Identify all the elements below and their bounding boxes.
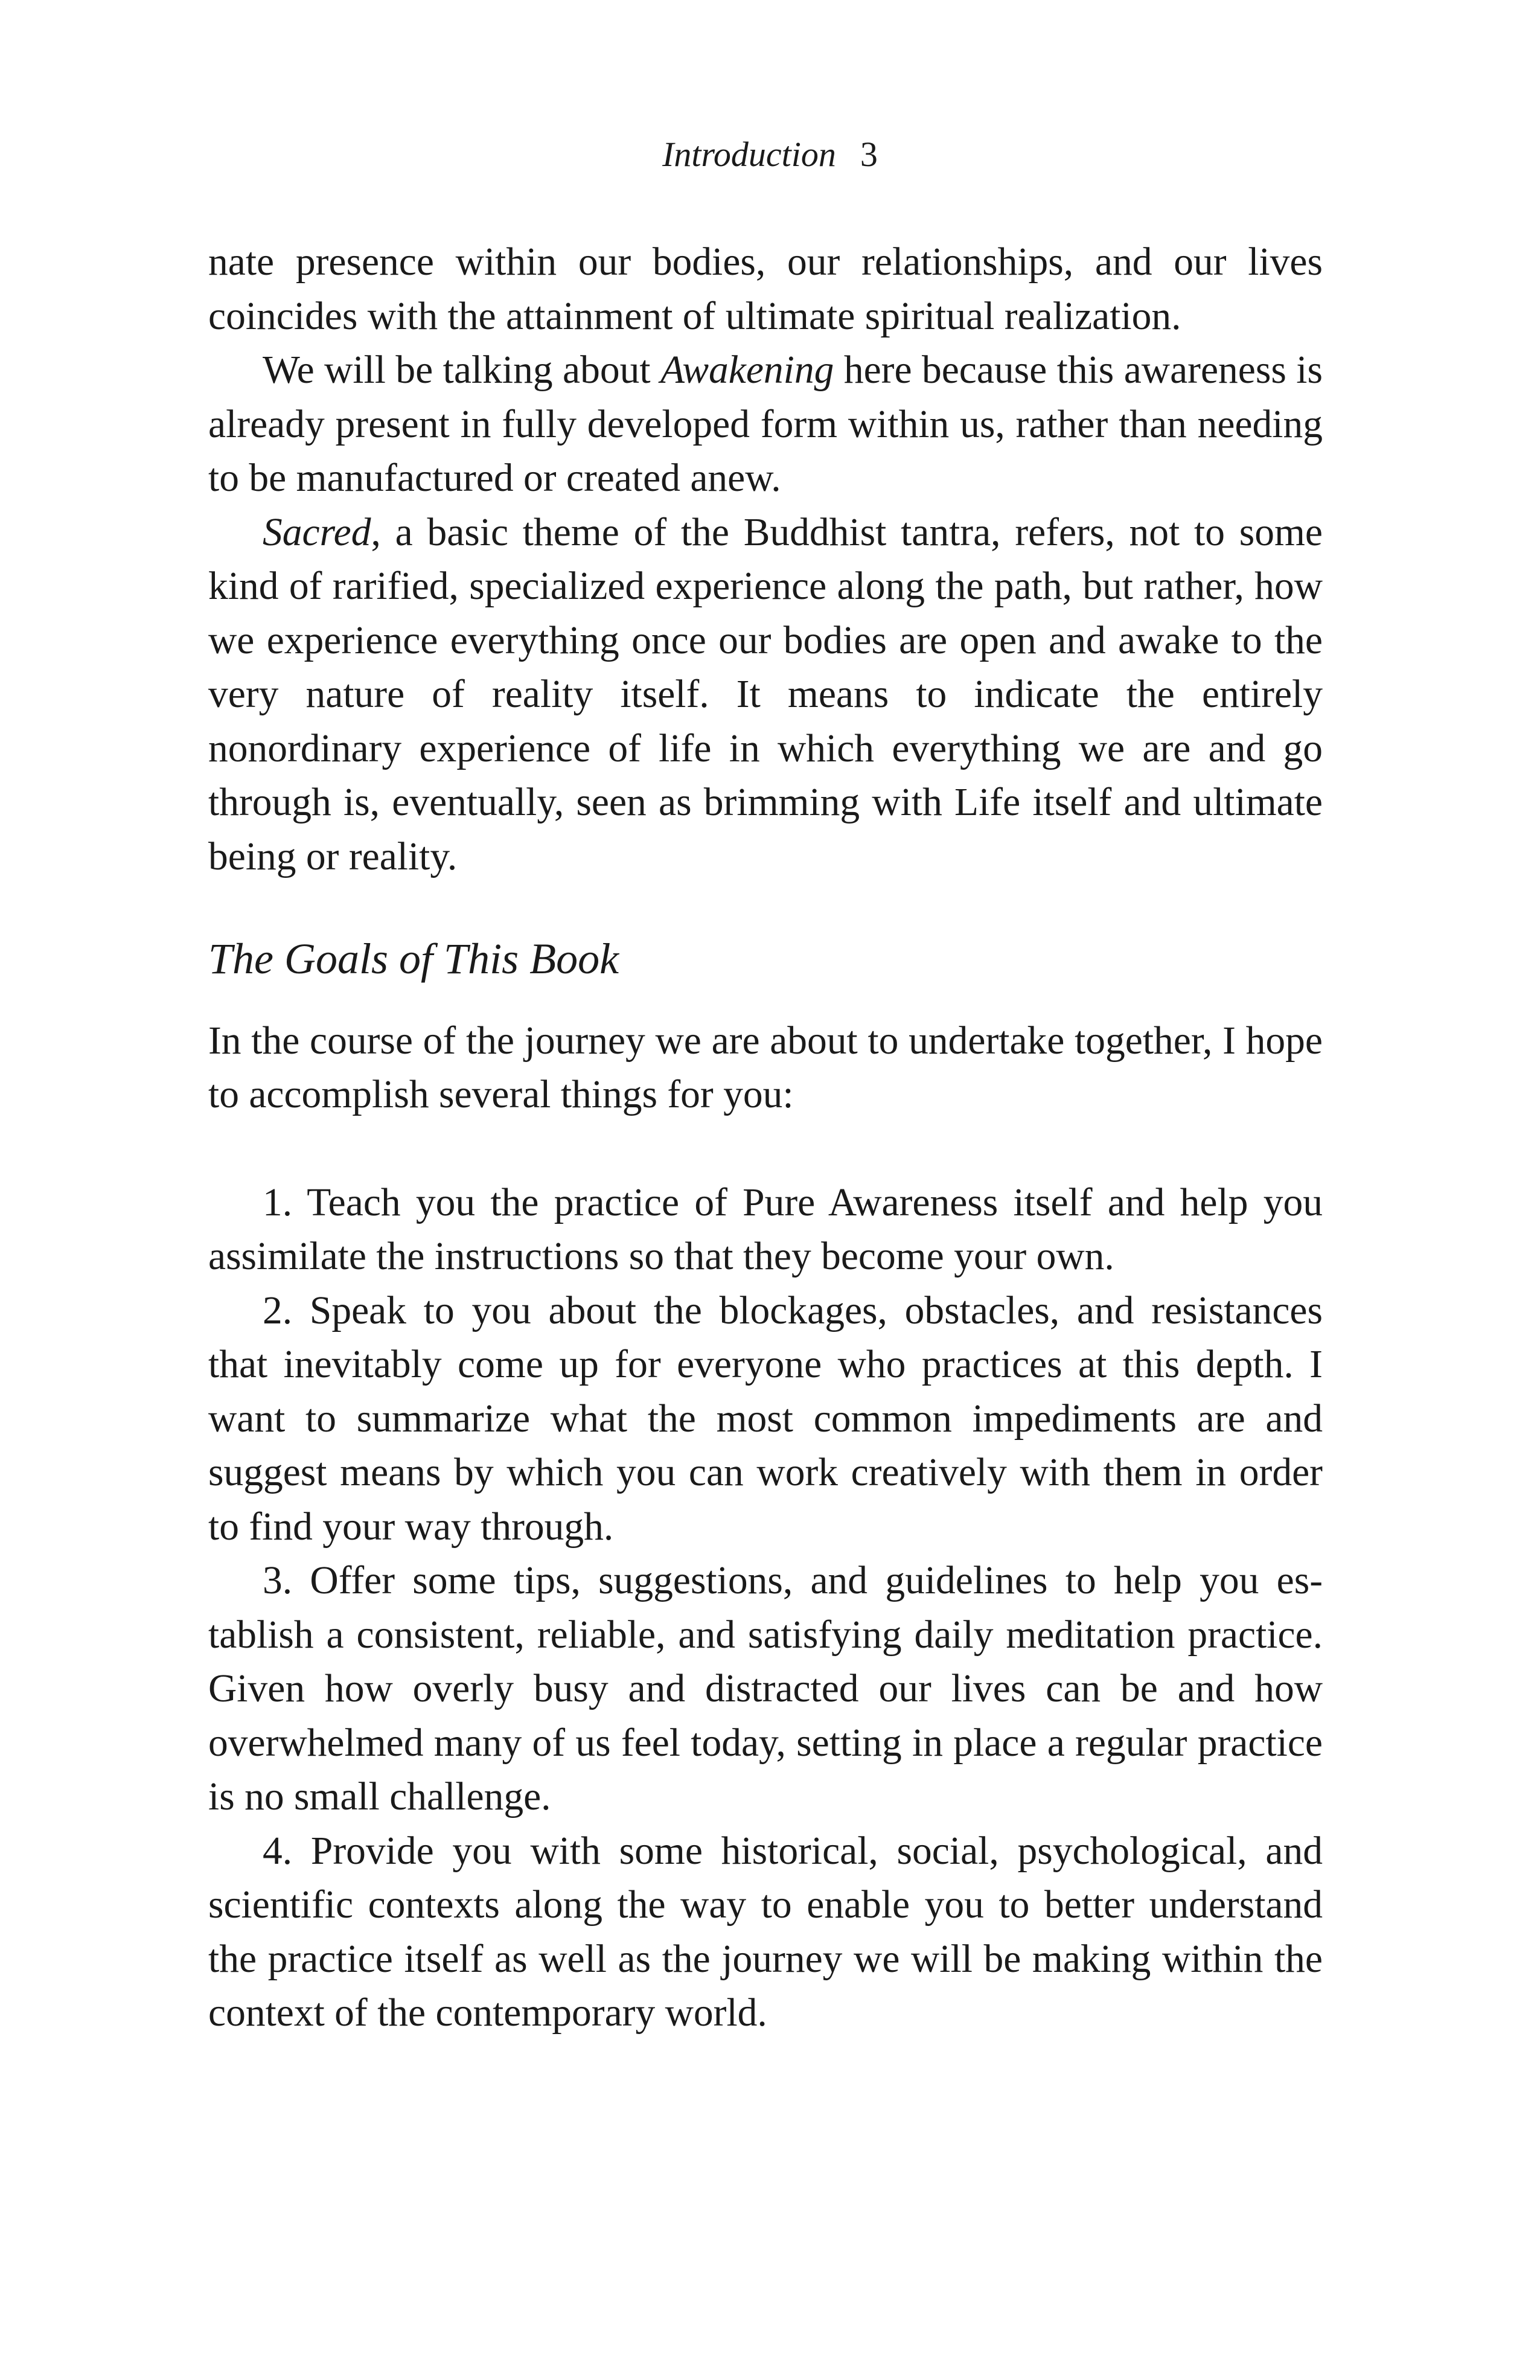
list-item-4: 4. Provide you with some historical, social, psychological, and scientific contexts along the way to enable you to better understand the practice itself as well as the journey we will be making within the context of the contemporary world. [208,1829,1323,2035]
section-intro: In the course of the journey we are about to undertake together, I hope to accomplish several things for you: [208,1019,1323,1116]
term-sacred: Sacred [263,510,371,554]
list-item-1: 1. Teach you the practice of Pure Awareness itself and help you assimilate the instructions so that they become your own. [208,1180,1323,1278]
running-head-title: Introduction [662,135,836,174]
paragraph-awakening-lead: We will be talking about [263,348,660,392]
running-head [0,134,1540,175]
paragraph-sacred [208,506,1323,885]
term-awakening: Awakening [660,348,834,392]
paragraph-sacred-rest: , a basic theme of the Buddhist tantra, refers, not to some kind of rarified, specialized experience along the path, but rather, how we experience everything once our bodies are open and awake to the very nature of reality itself. It means to indicate the entirely nonordinary experience of life in which everything we are and go through is, eventually, seen as brimming with Life itself and ultimate being or reality. [208,510,1323,878]
list-item-2: 2. Speak to you about the blockages, obstacles, and resistances that inevitably come up for everyone who practices at this depth. I want to summarize what the most common impediments are and suggest means by which you can work creatively with them in order to find your way through. [208,1288,1323,1549]
paragraph-continuation: nate presence within our bodies, our relationships, and our lives coincides with the attainment of ultimate spiritual realization. [208,240,1323,338]
section-heading: The Goals of This Book [208,935,619,983]
list-item-3: 3. Offer some tips, suggestions, and guidelines to help you establish a consistent, reliable, and satisfying daily meditation practice. Given how overly busy and distracted our lives can be and how overwhelmed many of us feel today, setting in place a regular practice is no small challenge. [208,1559,1323,1819]
body-text [208,235,1323,2041]
paragraph-awakening [208,344,1323,506]
spacer [208,1122,1323,1176]
page-number: 3 [860,135,878,174]
paragraph-awakening-rest: here because this awareness is already present in fully developed form within us, rather than needing to be manufactured or created anew. [208,348,1323,500]
